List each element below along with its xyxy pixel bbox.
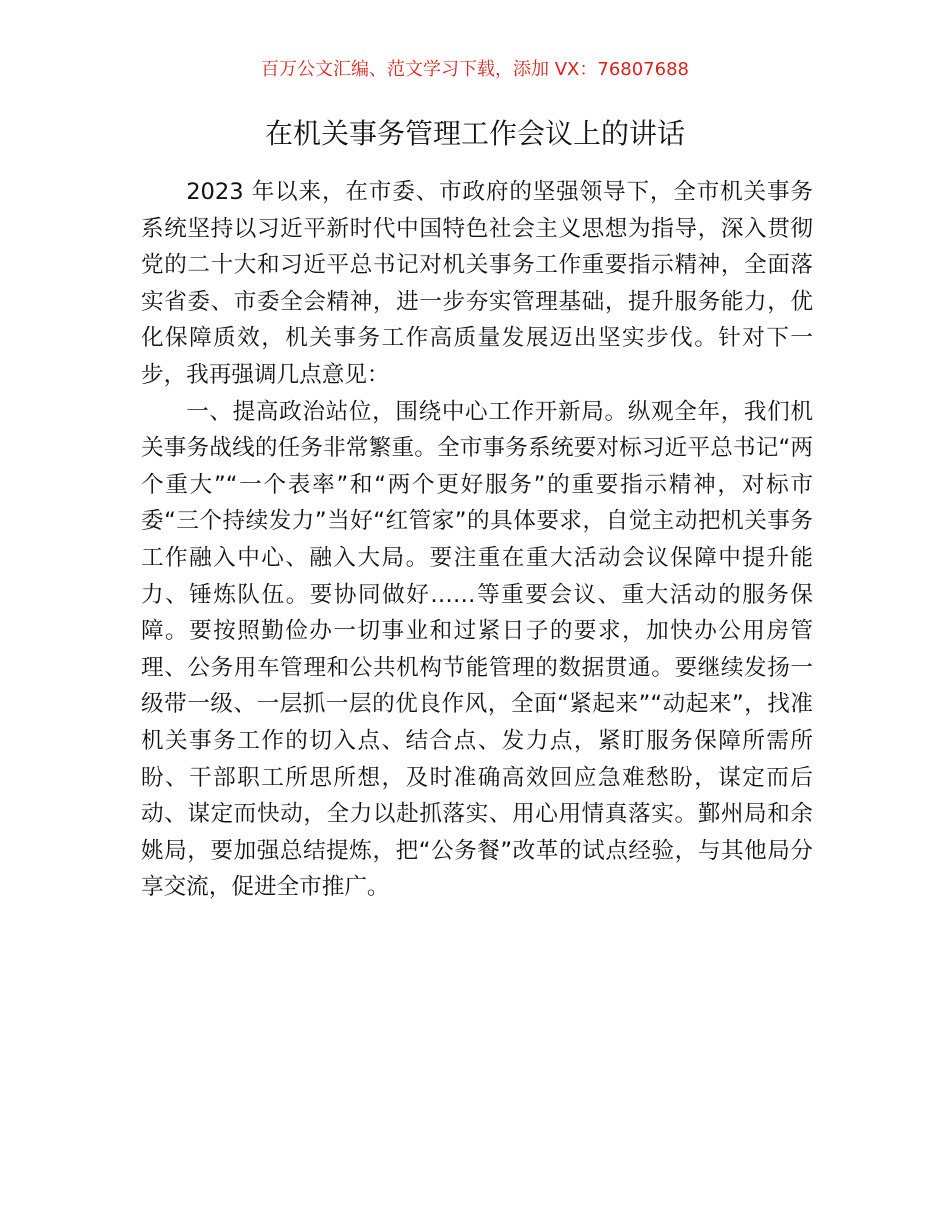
header-banner: 百万公文汇编、范文学习下载，添加 VX：76807688: [261, 59, 689, 80]
document-body: [141, 174, 813, 906]
paragraph-section-one: 一、提高政治站位，围绕中心工作开新局。纵观全年，我们机关事务战线的任务非常繁重。全市事务系统要对标习近平总书记“两个重大”“一个表率”和“两个更好服务”的重要指示精神，对标市委“三个持续发力”当好“红管家”的具体要求，自觉主动把机关事务工作融入中心、融入大局。要注重在重大活动会议保障中提升能力、锤炼队伍。要协同做好……等重要会议、重大活动的服务保障。要按照勤俭办一切事业和过紧日子的要求，加快办公用房管理、公务用车管理和公共机构节能管理的数据贯通。要继续发扬一级带一级、一层抓一层的优良作风，全面“紧起来”“动起来”，找准机关事务工作的切入点、结合点、发力点，紧盯服务保障所需所盼、干部职工所思所想，及时准确高效回应急难愁盼，谋定而后动、谋定而快动，全力以赴抓落实、用心用情真落实。鄞州局和余姚局，要加强总结提炼，把“公务餐”改革的试点经验，与其他局分享交流，促进全市推广。: [141, 398, 813, 901]
document-title: 在机关事务管理工作会议上的讲话: [264, 117, 685, 150]
paragraph-intro: 2023 年以来，在市委、市政府的坚强领导下，全市机关事务系统坚持以习近平新时代中国特色社会主义思想为指导，深入贯彻党的二十大和习近平总书记对机关事务工作重要指示精神，全面落实省委、市委全会精神，进一步夯实管理基础，提升服务能力，优化保障质效，机关事务工作高质量发展迈出坚实步伐。针对下一步，我再强调几点意见：: [141, 179, 813, 388]
